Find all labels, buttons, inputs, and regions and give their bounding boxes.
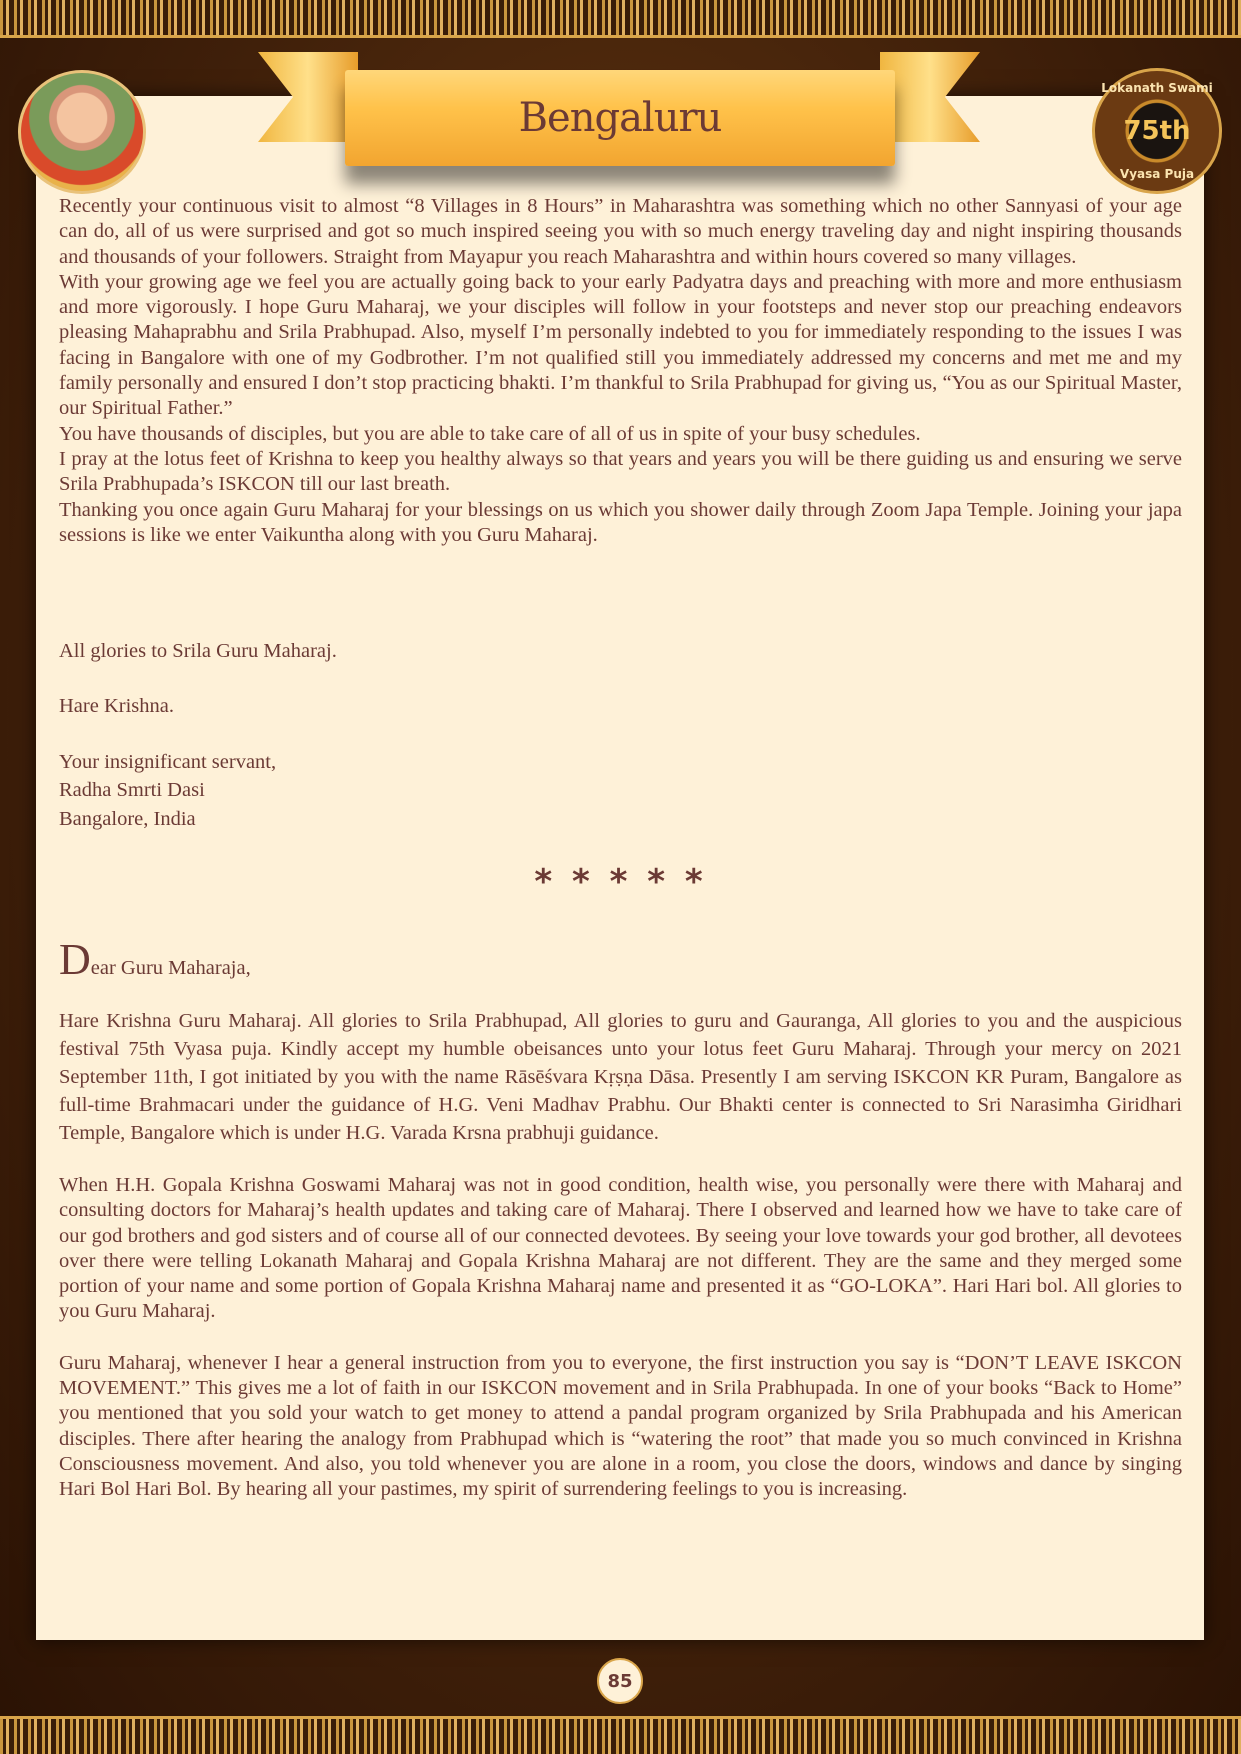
page-number: 85 (597, 1658, 643, 1704)
letter1-signature (59, 750, 1182, 832)
guru-portrait-photo (18, 70, 146, 194)
paragraph: When H.H. Gopala Krishna Goswami Maharaj was not in good condition, health wise, you personally were there with Maharaj and consulting doctors for Maharaj’s health updates and taking care of Maharaj. There I observed and learned how we have to take care of our god brothers and god sisters and of course all of our connected devotees. By seeing your love towards your god brother, all devotees over there were telling Lokanath Maharaj and Gopala Krishna Maharaj are not different. They are the same and they merged some portion of your name and some portion of Gopala Krishna Maharaj name and presented it as “GO-LOKA”. Hari Hari bol. All glories to you Guru Maharaj. (59, 1174, 1182, 1323)
closing: Your insignificant servant, (59, 751, 277, 773)
paragraph: I pray at the lotus feet of Krishna to keep you healthy always so that years and years you will be there guiding us and ensuring we serve Srila Prabhupada’s ISKCON till our last breath. (59, 447, 1182, 496)
bottom-ornamental-border (0, 1716, 1241, 1754)
paragraph: Guru Maharaj, whenever I hear a general instruction from you to everyone, the first instruction you say is “DON’T LEAVE ISKCON MOVEMENT.” This gives me a lot of faith in our ISKCON movement and in Srila Prabhupada. In one of your books “Back to Home” you mentioned that you sold your watch to get money to attend a pandal program organized by Srila Prabhupada and his American disciples. There after hearing the analogy from Prabhupad which is “watering the root” that made you so much convinced in Krishna Consciousness movement. And also, you told whenever you are alone in a room, you close the doors, windows and dance by singing Hari Bol Hari Bol. By hearing all your pastimes, my spirit of surrendering feelings to you is increasing. (59, 1351, 1182, 1501)
letter1-body (59, 194, 1182, 548)
vyasa-puja-75th-badge (1092, 68, 1222, 194)
letter2-body (59, 1007, 1182, 1503)
author-name: Radha Smrti Dasi (59, 779, 205, 802)
letter1-glories: All glories to Srila Guru Maharaj. (59, 640, 337, 662)
badge-text-top: Lokanath Swami (1101, 81, 1213, 95)
drop-cap: D (59, 935, 91, 984)
paragraph: You have thousands of disciples, but you are able to take care of all of us in spite of your busy schedules. (59, 422, 921, 445)
section-separator: * * * * * (534, 862, 707, 902)
paragraph: With your growing age we feel you are actually going back to your early Padyatra days and preaching with more and more enthusiasm and more vigorously. I hope Guru Maharaj, we your disciples will follow in your footsteps and never stop our preaching endeavors pleasing Mahaprabhu and Srila Prabhupad. Also, myself I’m personally indebted to you for immediately responding to the issues I was facing in Bangalore with one of my Godbrother. I’m not qualified still you immediately addressed my concerns and met me and my family personally and ensured I don’t stop practicing bhakti. I’m thankful to Srila Prabhupad for giving us, “You as our Spiritual Master, our Spiritual Father.” (59, 270, 1182, 420)
badge-text-bottom: Vyasa Puja (1119, 167, 1195, 181)
title-banner (345, 70, 895, 166)
page-title: Bengaluru (518, 95, 722, 141)
letter1-hare-krishna: Hare Krishna. (59, 695, 174, 717)
badge-number: 75th (1123, 116, 1191, 146)
paragraph: Recently your continuous visit to almost “8 Villages in 8 Hours” in Maharashtra was something which no other Sannyasi of your age can do, all of us were surprised and got so much inspired seeing you with so much energy traveling day and night inspiring thousands and thousands of your followers. Straight from Mayapur you reach Maharashtra and within hours covered so many villages. (59, 195, 1182, 268)
letter2-salutation (59, 935, 251, 984)
paragraph: Thanking you once again Guru Maharaj for your blessings on us which you shower daily through Zoom Japa Temple. Joining your japa sessions is like we enter Vaikuntha along with you Guru Maharaj. (59, 498, 1182, 546)
salutation-text: ear Guru Maharaja, (90, 957, 251, 979)
top-ornamental-border (0, 0, 1241, 38)
author-place: Bangalore, India (59, 807, 196, 830)
paragraph: Hare Krishna Guru Maharaj. All glories to Srila Prabhupad, All glories to guru and Gauranga, All glories to you and the auspicious festival 75th Vyasa puja. Kindly accept my humble obeisances unto your lotus feet Guru Maharaj. Through your mercy on 2021 September 11th, I got initiated by you with the name Rāsēśvara Kṛṣṇa Dāsa. Presently I am serving ISKCON KR Puram, Bangalore as full-time Brahmacari under the guidance of H.G. Veni Madhav Prabhu. Our Bhakti center is connected to Sri Narasimha Giridhari Temple, Bangalore which is under H.G. Varada Krsna prabhuji guidance. (59, 1010, 1182, 1144)
